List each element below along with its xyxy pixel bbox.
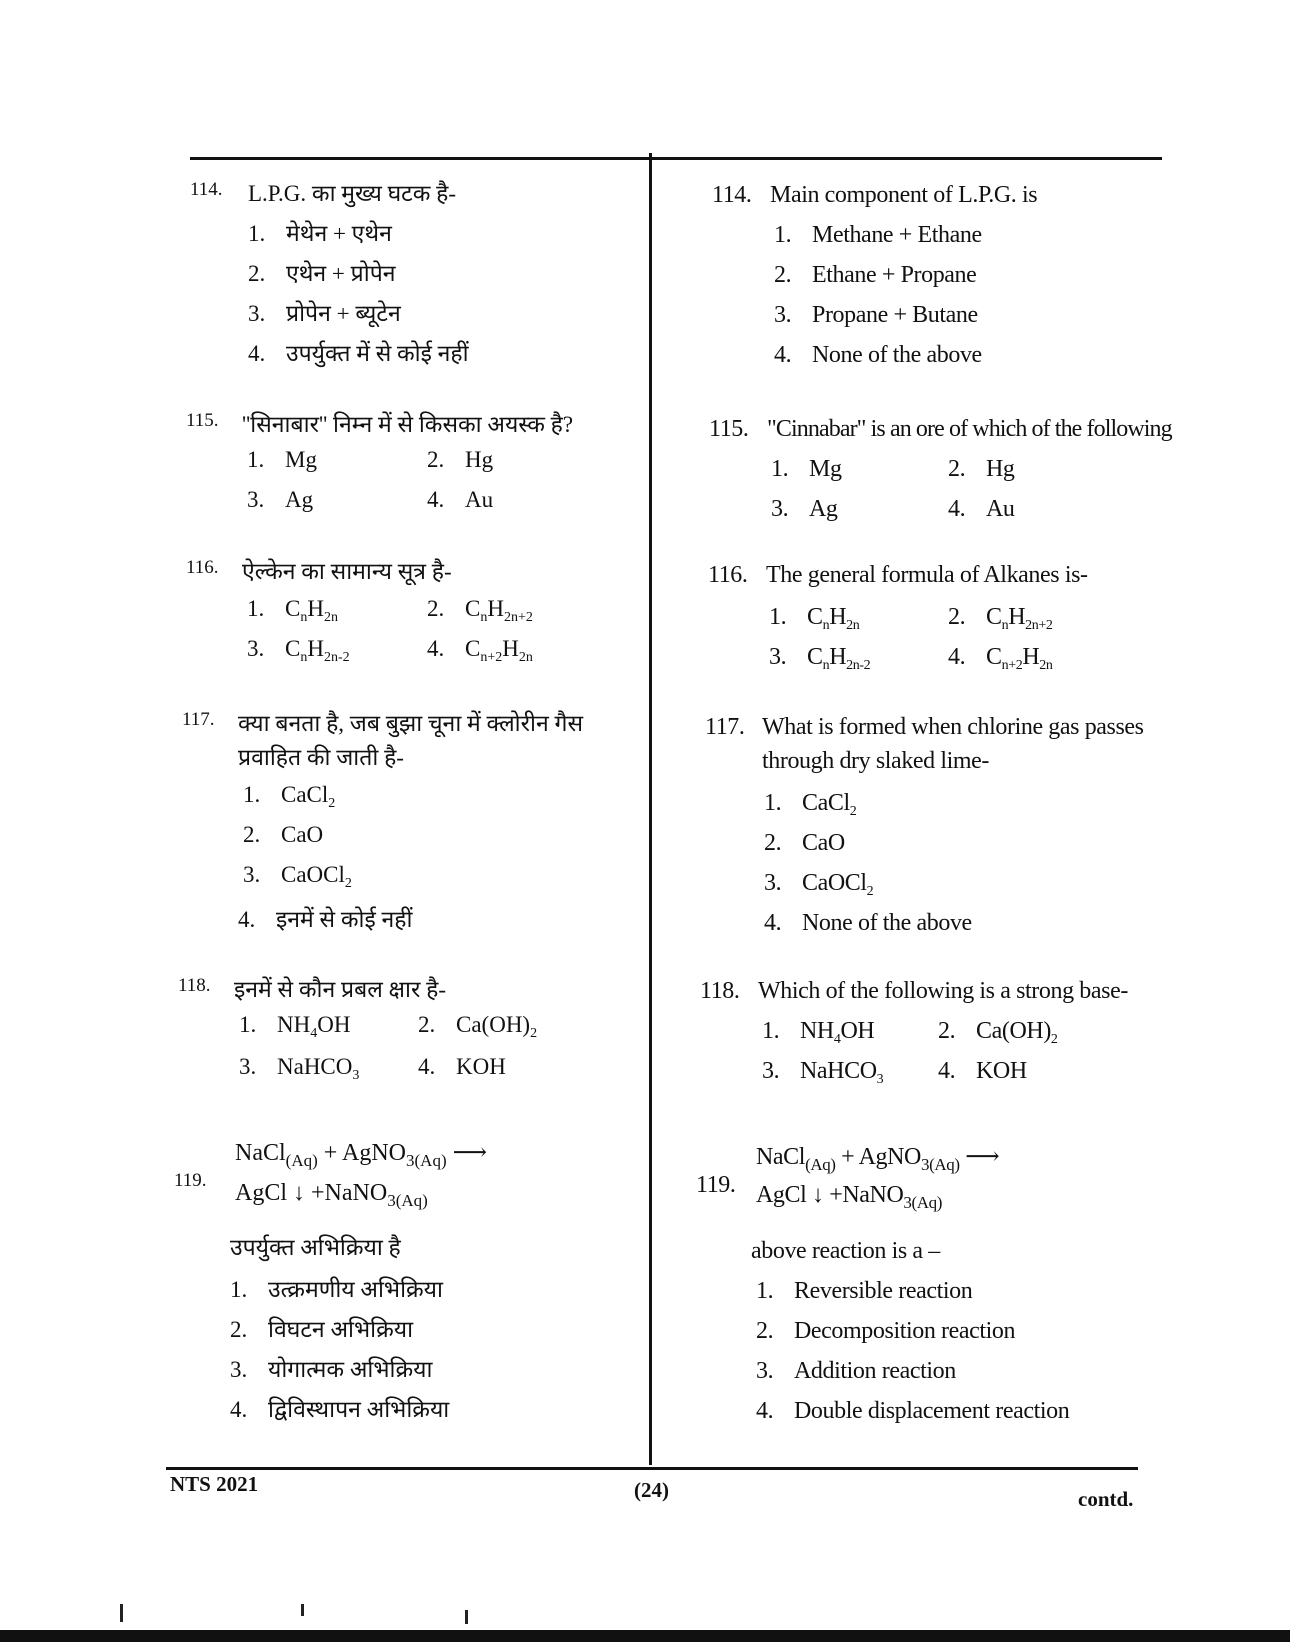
question-number: 117. — [182, 709, 215, 730]
option-3: 3. Ag — [771, 496, 838, 522]
option-4: 4. None of the above — [774, 342, 982, 368]
option-2: 2. Decomposition reaction — [756, 1318, 1016, 1344]
option-2: 2. CaO — [764, 830, 845, 856]
question-text: इनमें से कौन प्रबल क्षार है- — [234, 977, 447, 1002]
option-4: 4. KOH — [418, 1054, 506, 1079]
question-text: Main component of L.P.G. is — [770, 182, 1038, 208]
scan-mark — [301, 1604, 304, 1616]
option-4: 4. $C_{n+2}H_{2n}$ — [427, 636, 533, 665]
option-2: 2. Ethane + Propane — [774, 262, 977, 288]
question-number: 117. — [705, 714, 745, 740]
question-number: 119. — [696, 1172, 736, 1198]
option-2: 2. $C_nH_{2n+2}$ — [427, 596, 533, 625]
question-text: Which of the following is a strong base- — [758, 978, 1128, 1004]
option-1: 1. $NH_4OH$ — [239, 1012, 351, 1041]
option-1: 1. $NH_4OH$ — [762, 1018, 875, 1047]
question-number: 115. — [709, 416, 749, 442]
question-text: "Cinnabar" is an ore of which of the following — [767, 416, 1172, 442]
option-3: 3. योगात्मक अभिक्रिया — [230, 1357, 433, 1382]
option-3: 3. Ag — [247, 487, 314, 512]
reaction-line-2: AgCl ↓ +NaNO$_{3(Aq)}$ — [235, 1180, 428, 1210]
option-4: 4. $C_{n+2}H_{2n}$ — [948, 644, 1053, 673]
option-3: 3. CaOCl$_2$ — [764, 870, 874, 899]
option-1: 1. Methane + Ethane — [774, 222, 982, 248]
question-text-line-1: क्या बनता है, जब बुझा चूना में क्लोरीन गैस — [238, 711, 583, 736]
footer-exam-code: NTS 2021 — [170, 1472, 259, 1496]
option-1: 1. $C_nH_{2n}$ — [247, 596, 338, 625]
option-2: 2. Hg — [948, 456, 1015, 482]
option-4: 4. None of the above — [764, 910, 972, 936]
option-2: 2. $C_nH_{2n+2}$ — [948, 604, 1053, 633]
question-number: 116. — [186, 557, 219, 578]
scan-edge-bar — [0, 1630, 1290, 1642]
option-1: 1. मेथेन + एथेन — [248, 221, 392, 246]
option-1: 1. CaCl$_2$ — [243, 782, 336, 811]
question-text: above reaction is a – — [751, 1238, 940, 1264]
question-text: The general formula of Alkanes is- — [766, 562, 1088, 588]
question-number: 118. — [178, 975, 211, 996]
option-1: 1. Mg — [771, 456, 842, 482]
page-number: (24) — [634, 1478, 669, 1502]
footer-continued: contd. — [1078, 1487, 1134, 1511]
english-column — [652, 0, 1290, 1460]
option-3: 3. Addition reaction — [756, 1358, 956, 1384]
bottom-rule — [166, 1467, 1138, 1470]
question-number: 115. — [186, 410, 219, 431]
reaction-line-2: AgCl ↓ +NaNO$_{3(Aq)}$ — [756, 1182, 943, 1212]
option-2: 2. $Ca(OH)_2$ — [418, 1012, 538, 1041]
option-1: 1. Mg — [247, 447, 317, 472]
question-number: 119. — [174, 1170, 207, 1191]
option-1: 1. उत्क्रमणीय अभिक्रिया — [230, 1277, 443, 1302]
question-number: 114. — [190, 179, 223, 200]
option-4: 4. KOH — [938, 1058, 1027, 1084]
option-4: 4. द्विविस्थापन अभिक्रिया — [230, 1397, 450, 1422]
option-2: 2. CaO — [243, 822, 324, 847]
option-3: 3. Propane + Butane — [774, 302, 978, 328]
question-number: 114. — [712, 182, 752, 208]
option-1: 1. Reversible reaction — [756, 1278, 973, 1304]
option-2: 2. विघटन अभिक्रिया — [230, 1317, 414, 1342]
option-2: 2. Hg — [427, 447, 494, 472]
option-2: 2. एथेन + प्रोपेन — [248, 261, 396, 286]
question-text: L.P.G. का मुख्य घटक है- — [248, 181, 457, 206]
scan-mark — [465, 1610, 468, 1624]
option-4: 4. Double displacement reaction — [756, 1398, 1070, 1424]
option-3: 3. प्रोपेन + ब्यूटेन — [248, 301, 401, 326]
question-text: ''सिनाबार'' निम्न में से किसका अयस्क है? — [242, 412, 574, 437]
option-3: 3. NaHCO$_3$ — [239, 1054, 360, 1083]
option-1: 1. $C_nH_{2n}$ — [769, 604, 860, 633]
option-3: 3. $C_nH_{2n-2}$ — [769, 644, 871, 673]
reaction-line-1: NaCl$_{(Aq)}$ + AgNO$_{3(Aq)}$ ⟶ — [756, 1144, 1000, 1174]
option-2: 2. $Ca(OH)_2$ — [938, 1018, 1058, 1047]
question-text: उपर्युक्त अभिक्रिया है — [230, 1235, 401, 1260]
option-3: 3. CaOCl$_2$ — [243, 862, 352, 891]
question-text: ऐल्केन का सामान्य सूत्र है- — [242, 559, 452, 584]
question-number: 116. — [708, 562, 748, 588]
option-1: 1. CaCl$_2$ — [764, 790, 857, 819]
scan-mark — [120, 1604, 123, 1622]
option-4: 4. इनमें से कोई नहीं — [238, 907, 413, 932]
option-3: 3. $C_nH_{2n-2}$ — [247, 636, 350, 665]
option-4: 4. उपर्युक्त में से कोई नहीं — [248, 341, 469, 366]
question-text-line-2: प्रवाहित की जाती है- — [238, 745, 404, 770]
question-text-line-1: What is formed when chlorine gas passes — [762, 714, 1144, 740]
option-3: 3. NaHCO$_3$ — [762, 1058, 884, 1087]
option-4: 4. Au — [948, 496, 1015, 522]
hindi-column — [0, 0, 648, 1460]
option-4: 4. Au — [427, 487, 494, 512]
question-text-line-2: through dry slaked lime- — [762, 748, 990, 774]
question-number: 118. — [700, 978, 740, 1004]
reaction-line-1: NaCl$_{(Aq)}$ + AgNO$_{3(Aq)}$ ⟶ — [235, 1140, 488, 1170]
